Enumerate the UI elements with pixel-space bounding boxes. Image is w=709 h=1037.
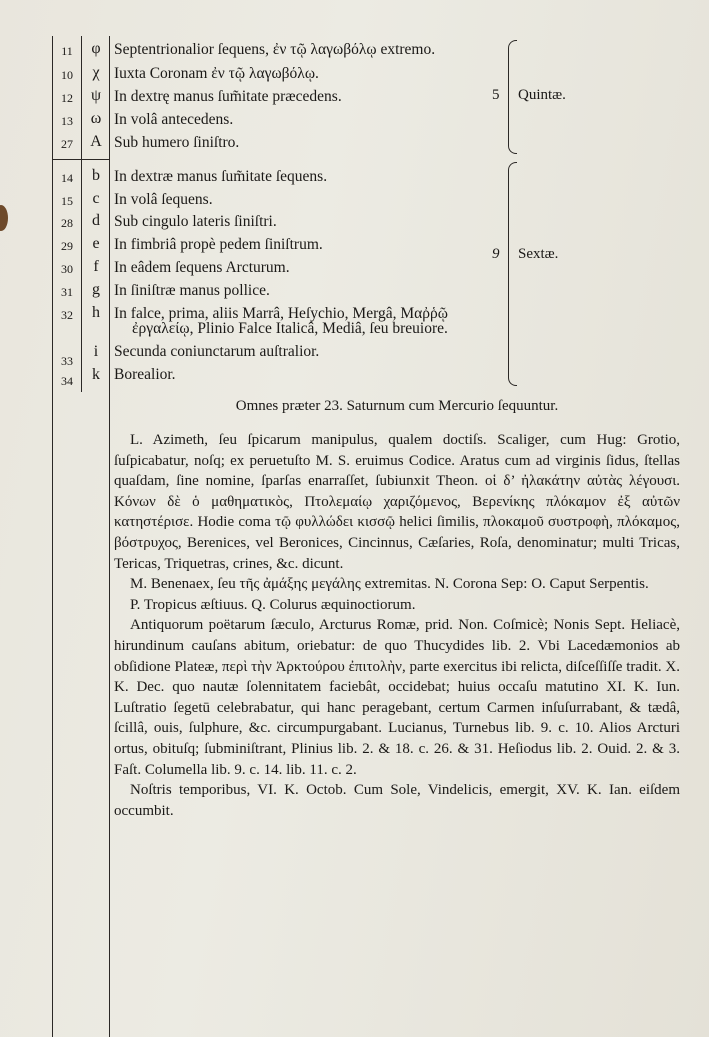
sextae-label: Sextæ. <box>518 246 559 262</box>
star-letter: χ <box>92 64 100 81</box>
paragraph-arcturus: Antiquorum poëtarum ſæculo, Arcturus Romæ, prid. Non. Coſmicè; Nonis Sept. Heliacè, hirundinum cauſans abitum, oriebatur: de quo Thucydides lib. 2. Vbi Lacedæmonios ab obſidione Plateæ, περὶ τὴν Ἀρκτούρου ἐπιτολὴν, parte exercitus ibi relicta, diſceſſiſſe tradit. X. K. Dec. quo nautæ ſolennitatem faciebât, occidebat; huius occaſu matutino XI. K. Iun. Luſtratio ſegetū celebrabatur, qui hanc peragebant, certum Carmen inſuſurrabant, & tædâ, ſcillâ, ouis, ſulphure, &c. circumpurgabant. Lucianus, Turnebus lib. 9. c. 10. Alios Arcturi ortus, obituſq; ſubminiſtrant, Plinius lib. 2. & 18. c. 26. & 31. Heſiodus lib. 2. Ouid. 2. & 3. Faſt. Columella lib. 9. c. 14. lib. 11. c. 2. <box>114 617 680 778</box>
star-description: Sub humero ſiniſtro. <box>114 134 240 151</box>
star-letter: i <box>93 343 99 360</box>
group-separator <box>52 159 110 160</box>
star-letter: e <box>92 235 100 252</box>
sextae-count: 9 <box>492 246 500 262</box>
star-number: 10 <box>61 68 73 82</box>
star-number: 31 <box>61 285 73 299</box>
star-number: 15 <box>61 194 73 208</box>
star-number: 14 <box>61 171 73 185</box>
ink-stain <box>0 205 8 231</box>
star-description: Borealior. <box>114 366 176 383</box>
star-letter: A <box>90 133 102 150</box>
star-description: Sub cingulo lateris ſiniſtri. <box>114 213 277 230</box>
commentary <box>114 430 680 821</box>
paragraph-tropicus: P. Tropicus æſtiuus. Q. Colurus æquinoctiorum. <box>130 596 416 613</box>
star-number: 12 <box>61 91 73 105</box>
star-description: In eâdem ſequens Arcturum. <box>114 259 290 276</box>
star-letter: ψ <box>90 87 101 104</box>
sextae-bracket <box>508 162 517 386</box>
star-letter: d <box>92 212 100 229</box>
star-description: In fimbriâ propè pedem ſiniſtrum. <box>114 236 323 253</box>
star-number: 33 <box>61 354 73 368</box>
quintae-count: 5 <box>492 87 500 103</box>
left-margin-rule <box>52 36 53 1037</box>
star-letter: c <box>92 190 100 207</box>
star-description-continued: ἐργαλείῳ, Plinio Falce Italicâ, Mediâ, ſeu breuiore. <box>132 320 448 337</box>
star-letter: φ <box>91 40 101 57</box>
star-number: 30 <box>61 262 73 276</box>
star-description: Secunda coniunctarum auſtralior. <box>114 343 320 360</box>
column-rule-2 <box>109 36 110 1037</box>
star-letter: k <box>92 366 100 383</box>
star-description: Iuxta Coronam ἐν τῷ λαγωβόλῳ. <box>114 65 319 82</box>
quintae-label: Quintæ. <box>518 87 566 103</box>
star-description: In volâ ſequens. <box>114 191 213 208</box>
star-letter: g <box>92 281 100 298</box>
star-letter: h <box>92 304 100 321</box>
star-number: 29 <box>61 239 73 253</box>
quintae-bracket <box>508 40 517 154</box>
paragraph-nostris-temporibus: Noſtris temporibus, VI. K. Octob. Cum Sole, Vindelicis, emergit, XV. K. Ian. eiſdem occumbit. <box>114 782 680 819</box>
star-description: In volâ antecedens. <box>114 111 234 128</box>
star-description: In dextrę manus ſum̃itate præcedens. <box>114 88 342 105</box>
star-letter: f <box>93 258 99 275</box>
star-description: Septentrionalior ſequens, ἐν τῷ λαγωβόλῳ extremo. <box>114 41 436 58</box>
star-number: 28 <box>61 216 73 230</box>
star-number: 34 <box>61 374 73 388</box>
star-description: In ſiniſtræ manus pollice. <box>114 282 270 299</box>
star-number: 11 <box>61 44 73 58</box>
star-number: 32 <box>61 308 73 322</box>
star-description: In falce, prima, aliis Marrâ, Heſychio, Mergâ, Μαῤῥῷ <box>114 305 448 322</box>
star-description: In dextræ manus ſum̃itate ſequens. <box>114 168 328 185</box>
star-number: 13 <box>61 114 73 128</box>
star-letter: b <box>92 167 100 184</box>
paragraph-azimeth: L. Azimeth, ſeu ſpicarum manipulus, qualem doctiſs. Scaliger, cum Hug: Grotio, ſuſpicabatur, noſq; ex peruetuſto M. S. eruimus Codice. Aratus cum ad virginis ſidus, ſtellas quaſdam, ſine nomine, ſparſas enarraſſet, ſubiunxit Theon. οἱ δ’ ἠλακάτην αὐτὰς λέγουσι. Κόνων δὲ ὁ μαθηματικὸς, Πτολεμαίῳ χαριζόμενος, Βερενίκης πλόκαμον ἐξ αὐτῶν κατηστέρισε. Hodie coma τῷ φυλλώδει κισσῷ helici ſimilis, πλοκαμοῦ συστροφὴ, πλόκαμος, βόστρυχος, Berenices, vel Beronices, Cincinnus, Cæſaries, Roſa, denominatur; multi Tricas, Tericas, Triquetras, crines, &c. dicunt. <box>114 432 680 572</box>
star-letter: ω <box>90 110 102 127</box>
star-number: 27 <box>61 137 73 151</box>
summary-line: Omnes præter 23. Saturnum cum Mercurio ſequuntur. <box>235 398 559 414</box>
paragraph-benenaex: M. Benenaex, ſeu τῆς ἀμάξης μεγάλης extremitas. N. Corona Sep: O. Caput Serpentis. <box>130 576 649 593</box>
